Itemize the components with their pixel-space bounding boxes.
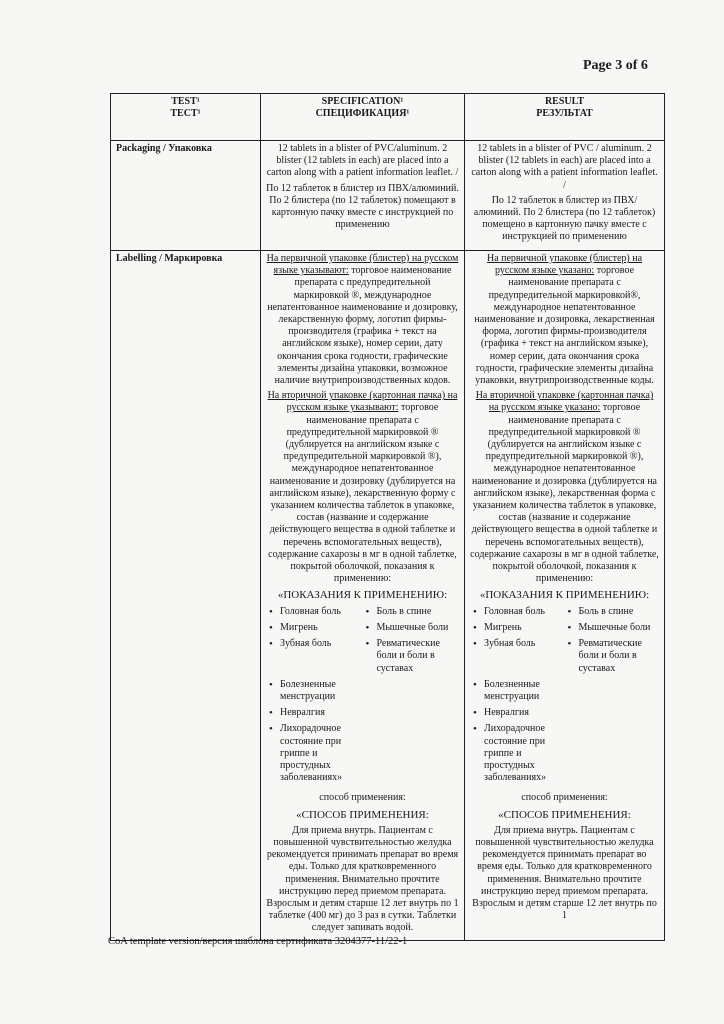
list-item: • Невралгия [470,707,565,719]
list-item: • Мигрень [470,622,565,634]
list-item: • Зубная боль [470,638,565,675]
spec-indications-title: «ПОКАЗАНИЯ К ПРИМЕНЕНИЮ: [277,589,448,602]
spec-packaging: 12 tablets in a blister of PVC/aluminum. 2 blister (12 tablets in each) are placed into a carton along with a patient information leaflet. / По 12 таблеток в блистер из ПВХ/алюминий. По 2 блистера (по 12 таблеток) помещают в картонную пачку вместе с инструкцией по применению [261,141,465,251]
spec-indications-list [266,606,459,789]
spec-method-title: «СПОСОБ ПРИМЕНЕНИЯ: [296,808,429,821]
result-method-title: «СПОСОБ ПРИМЕНЕНИЯ: [498,808,631,821]
list-item: • Ревматические боли и боли в суставах [363,638,460,675]
list-item: • Мышечные боли [363,622,460,634]
test-name-packaging: Packaging / Упаковка [111,141,261,251]
list-item: • Мигрень [266,622,363,634]
header-specification: SPECIFICATION¹ СПЕЦИФИКАЦИЯ¹ [261,94,465,141]
list-item: • Мышечные боли [565,622,660,634]
result-labelling [465,251,665,941]
table-row-labelling [111,251,665,941]
result-indications-title: «ПОКАЗАНИЯ К ПРИМЕНЕНИЮ: [479,589,650,602]
result-method-label: способ применения: [521,792,608,804]
list-item: • Зубная боль [266,638,363,675]
spec-method-label: способ применения: [319,792,406,804]
result-primary-paragraph: На первичной упаковке (блистер) на русском языке указано: торговое наименование препарата с предупредительной маркировкой®, международное непатентованное наименование и дозировка, лекарственная форма, логотип фирмы-производителя (графика + текст на английском языке), номер серии, дата окончания срока годности, графические элементы дизайна упаковки, внутрипроизводственные коды. [474,253,655,387]
list-item: • Лихорадочное состояние при гриппе и простудных заболеваниях» [470,723,565,784]
list-item: • Ревматические боли и боли в суставах [565,638,660,675]
footer-template-version: CoA template version/версия шаблона сертификата 3204377-11/22-1 [108,936,408,947]
list-item: • Головная боль [470,606,565,618]
table-header-row [111,94,665,141]
list-item: • Лихорадочное состояние при гриппе и простудных заболеваниях» [266,723,363,784]
spec-labelling [261,251,465,941]
list-item: • Невралгия [266,707,363,719]
result-secondary-paragraph: На вторичной упаковке (картонная пачка) на русском языке указано: торговое наименование препарата с предупредительной маркировкой ® (дублируется на английском языке с предупредительной маркировкой ®), международное непатентованное наименование и дозировка (дублируется на английском языке), лекарственная форма с указанием количества таблеток в упаковке, состав (название и содержание действующего вещества в одной таблетке и перечень вспомогательных веществ), содержание сахарозы в мг в одной таблетке, покрытой оболочкой, показания к применению: [470,390,659,585]
spec-method-text: Для приема внутрь. Пациентам с повышенной чувствительностью желудка рекомендуется принимать препарат во время еды. Только для кратковременного применения. Внимательно прочтите инструкцию перед приемом препарата. Взрослым и детям старше 12 лет внутрь по 1 таблетке (400 мг) до 3 раз в сутки. Таблетки следует запивать водой. [266,824,459,934]
test-name-labelling: Labelling / Маркировка [111,251,261,941]
list-item: • Болезненные менструации [266,679,363,703]
header-result: RESULT РЕЗУЛЬТАТ [465,94,665,141]
header-test: TEST¹ ТЕСТ¹ [111,94,261,141]
list-item: • Боль в спине [363,606,460,618]
spec-secondary-paragraph: На вторичной упаковке (картонная пачка) на русском языке указывают: торговое наименование препарата с предупредительной маркировкой ® (дублируется на английском языке с предупредительной маркировкой ®), международное непатентованное наименование и дозировку (дублируется на английском языке), лекарственную форму с указанием количества таблеток в упаковке, состав (название и содержание действующего вещества в одной таблетке и перечень вспомогательных веществ), содержание сахарозы в мг в одной таблетке, покрытой оболочкой, показания к применению: [267,390,458,585]
list-item: • Болезненные менструации [470,679,565,703]
table-row-packaging [111,141,665,251]
coa-table [110,93,665,941]
spec-primary-paragraph: На первичной упаковке (блистер) на русском языке указывают: торговое наименование препарата с предупредительной маркировкой ®, международное непатентованное наименование и дозировку, лекарственную форму, логотип фирмы-производителя (графика + текст на английском языке), номер серии, дату окончания срока годности, графические элементы дизайна упаковки, возможное наличие внутрипроизводственных кодов. [266,253,459,387]
page-number: Page 3 of 6 [583,58,648,73]
result-method-text: Для приема внутрь. Пациентам с повышенной чувствительностью желудка рекомендуется принимать препарат во время еды. Только для кратковременного применения. Внимательно прочтите инструкцию перед приемом препарата. Взрослым и детям старше 12 лет внутрь по 1 [472,824,657,922]
result-indications-list [470,606,659,789]
result-packaging: 12 tablets in a blister of PVC / aluminum. 2 blister (12 tablets in each) are placed into a carton along with a patient information leaflet. / По 12 таблеток в блистер из ПВХ/алюминий. По 2 блистера (по 12 таблеток) помещено в картонную пачку вместе с инструкцией по применению [465,141,665,251]
list-item: • Боль в спине [565,606,660,618]
list-item: • Головная боль [266,606,363,618]
